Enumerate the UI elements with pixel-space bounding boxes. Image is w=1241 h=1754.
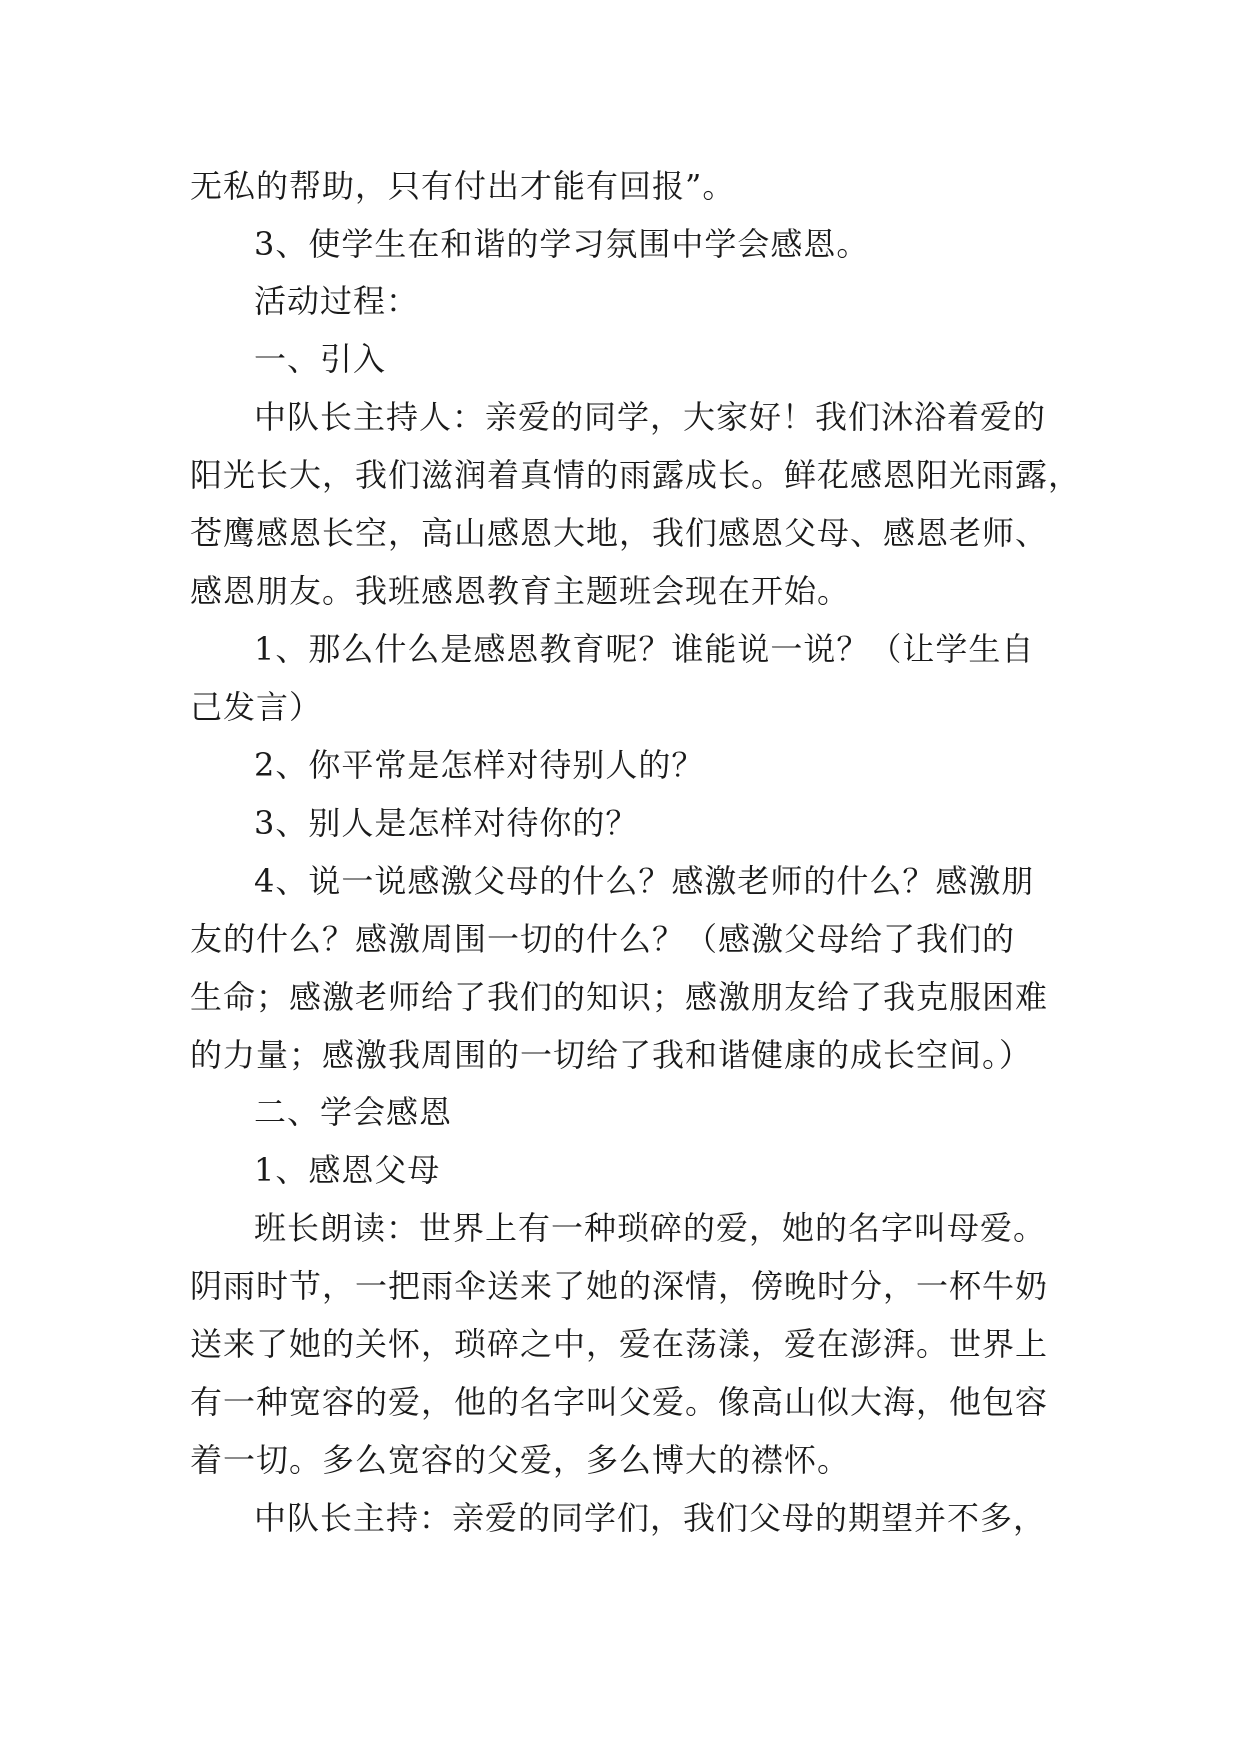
body-text-line: 苍鹰感恩长空，高山感恩大地，我们感恩父母、感恩老师、 [190, 514, 1049, 552]
body-text-line: 中队长主持：亲爱的同学们，我们父母的期望并不多， [254, 1499, 1047, 1537]
body-text-line: 送来了她的关怀，琐碎之中，爱在荡漾，爱在澎湃。世界上 [190, 1325, 1049, 1363]
body-text-line: 阴雨时节，一把雨伞送来了她的深情，傍晚时分，一杯牛奶 [190, 1267, 1049, 1305]
list-item-goal-3: 3、使学生在和谐的学习氛围中学会感恩。 [254, 225, 870, 263]
section-heading-activity-process: 活动过程： [254, 282, 420, 320]
list-item-question-1: 1、那么什么是感恩教育呢？谁能说一说？（让学生自 [254, 630, 1035, 668]
body-text-line: 中队长主持人：亲爱的同学，大家好！我们沐浴着爱的 [254, 398, 1047, 436]
body-text-line: 友的什么？感激周围一切的什么？（感激父母给了我们的 [190, 920, 1016, 958]
body-text-line: 的力量；感激我周围的一切给了我和谐健康的成长空间。） [190, 1036, 1033, 1074]
body-text-line: 感恩朋友。我班感恩教育主题班会现在开始。 [190, 572, 851, 610]
body-text-line: 己发言） [190, 688, 323, 726]
body-text-line: 班长朗读：世界上有一种琐碎的爱，她的名字叫母爱。 [254, 1209, 1047, 1247]
list-item-question-3: 3、别人是怎样对待你的？ [254, 804, 639, 842]
body-text-line: 无私的帮助，只有付出才能有回报”。 [190, 167, 736, 205]
list-item-question-2: 2、你平常是怎样对待别人的？ [254, 746, 705, 784]
body-text-line: 生命；感激老师给了我们的知识；感激朋友给了我克服困难 [190, 978, 1049, 1016]
section-heading-introduction: 一、引入 [254, 340, 387, 378]
subsection-heading-thank-parents: 1、感恩父母 [254, 1151, 441, 1189]
section-heading-learn-gratitude: 二、学会感恩 [254, 1093, 453, 1131]
body-text-line: 有一种宽容的爱，他的名字叫父爱。像高山似大海，他包容 [190, 1383, 1049, 1421]
body-text-line: 阳光长大，我们滋润着真情的雨露成长。鲜花感恩阳光雨露， [190, 456, 1082, 494]
body-text-line: 着一切。多么宽容的父爱，多么博大的襟怀。 [190, 1441, 851, 1479]
list-item-question-4: 4、说一说感激父母的什么？感激老师的什么？感激朋 [254, 862, 1035, 900]
